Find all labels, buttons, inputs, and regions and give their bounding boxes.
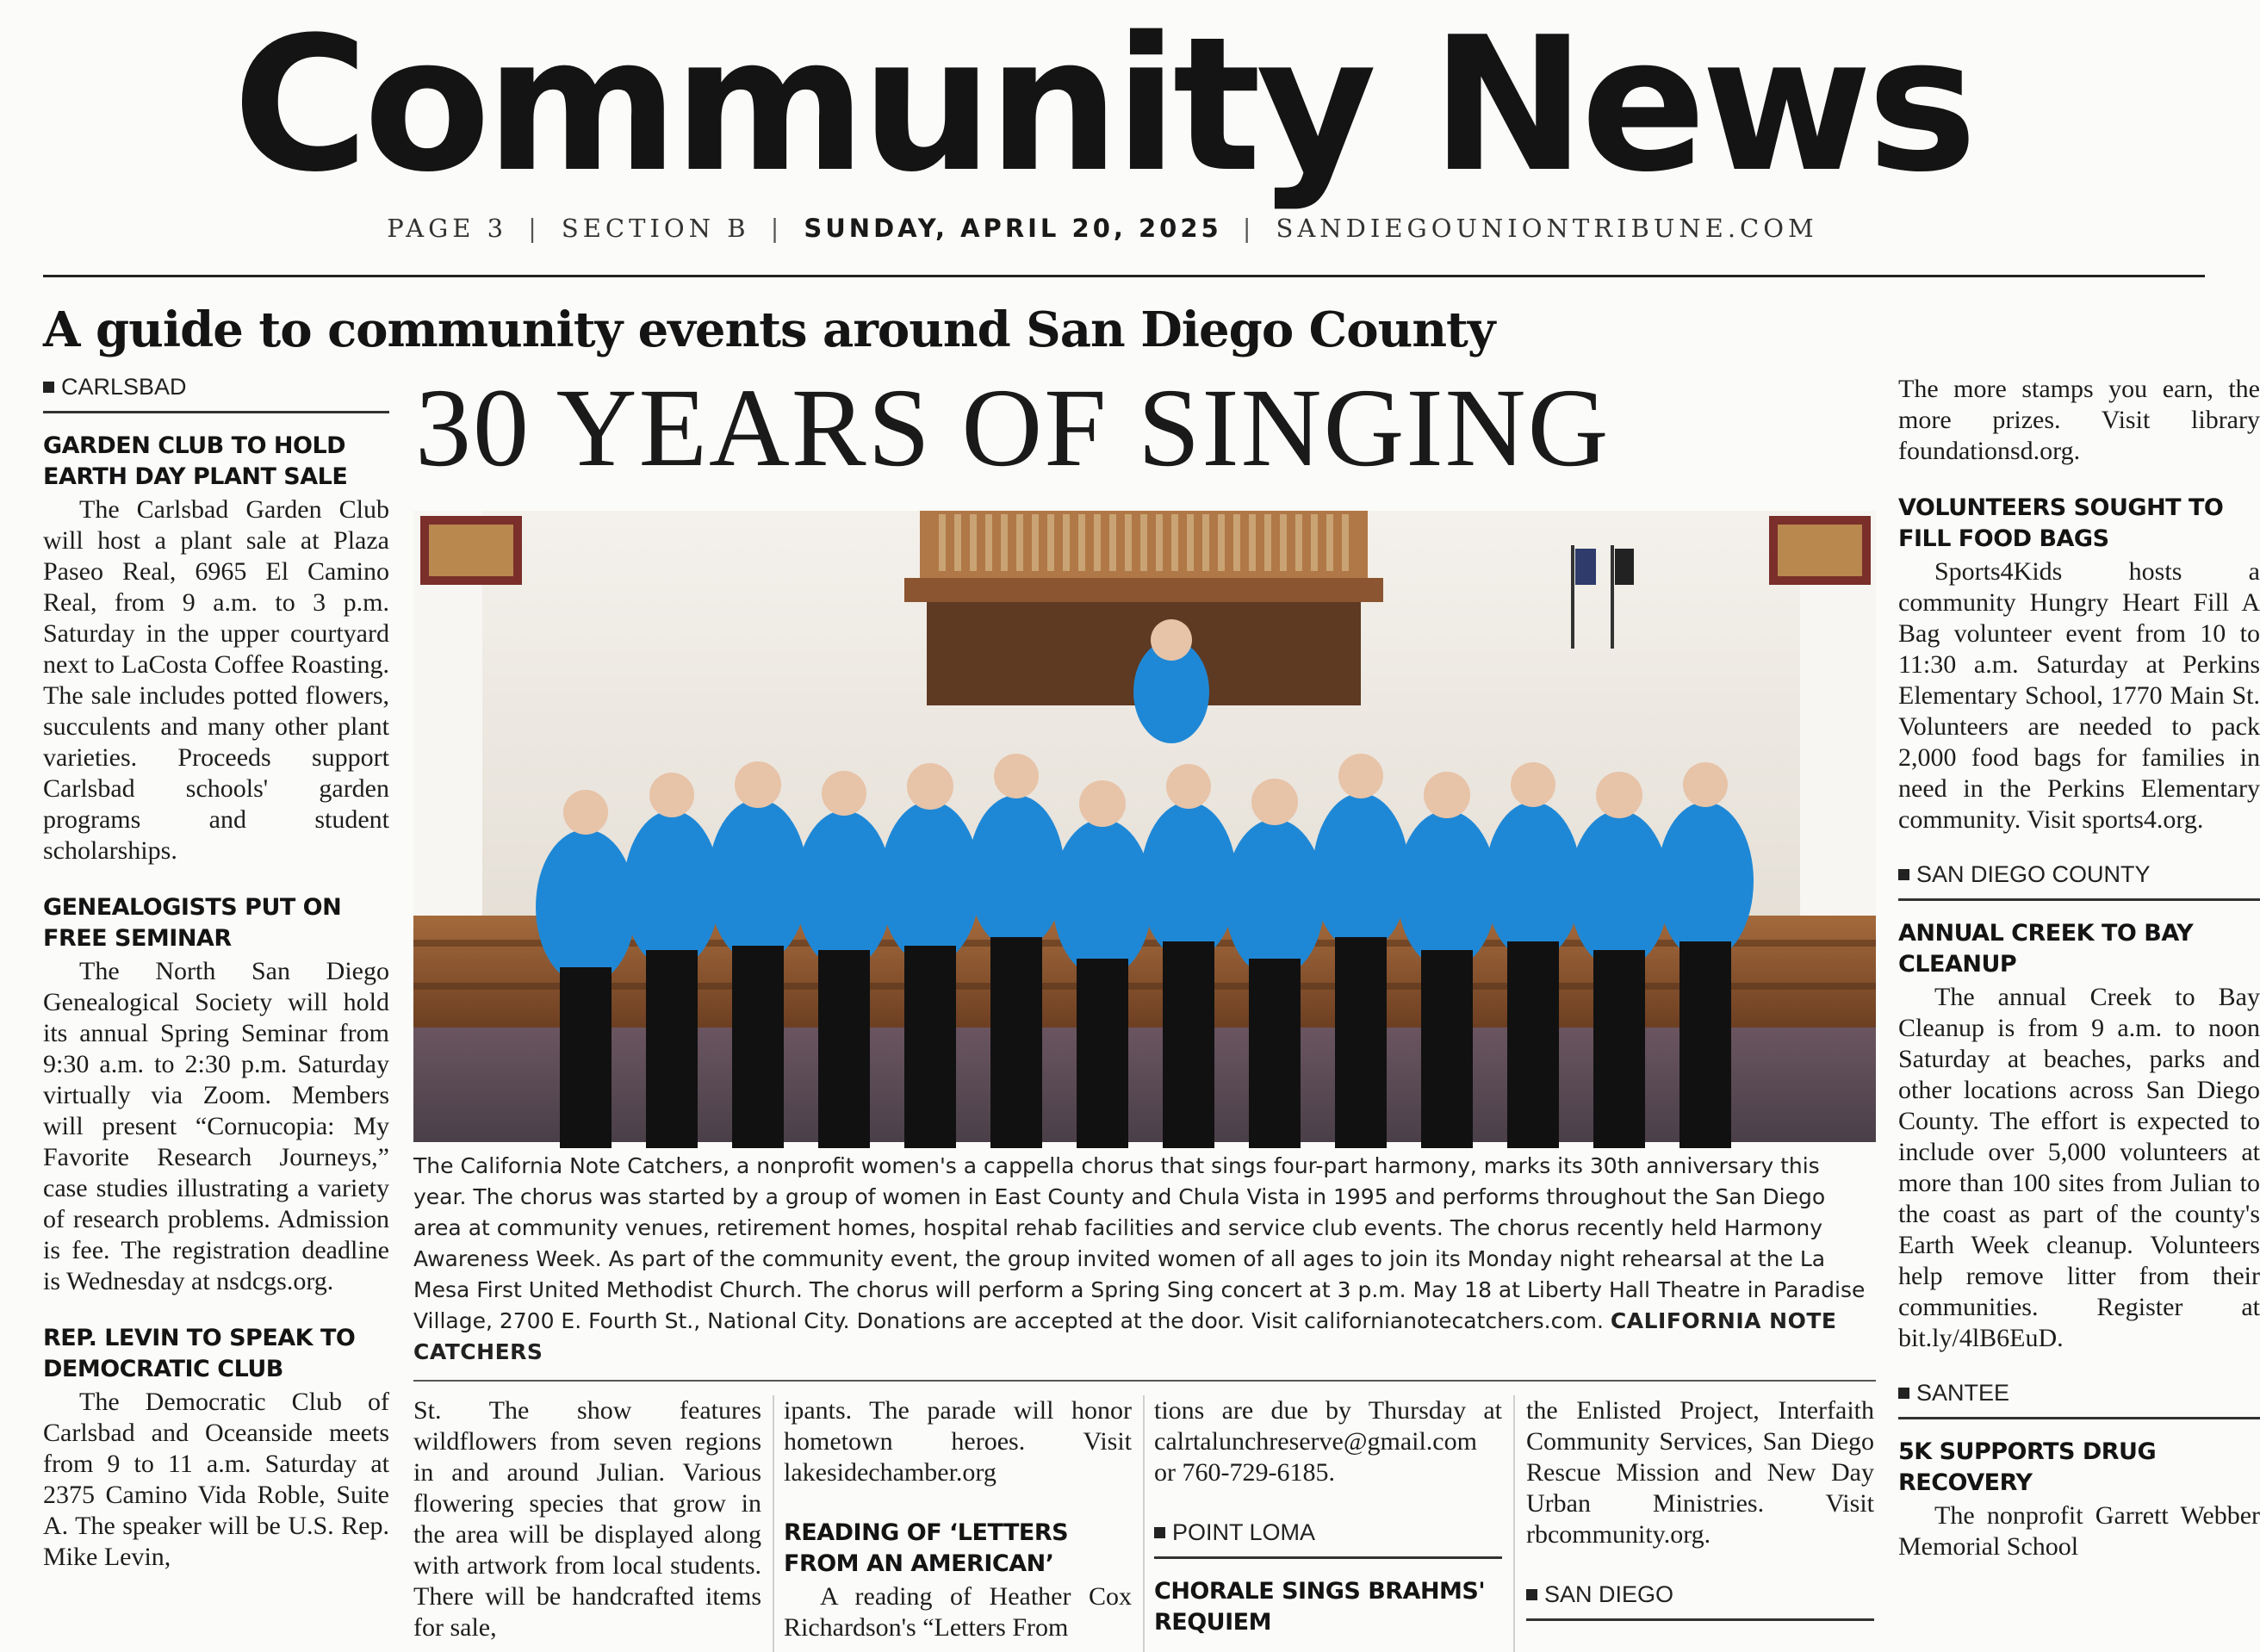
square-bullet-icon (1526, 1589, 1537, 1600)
story-body: The annual Creek to Bay Cleanup is from 9 a.m. to noon Saturday at beaches, parks and other locations across San Diego County. The effort is expected to include over 5,000 volunteers at more than 100 sites from Julian to the coast as part of the county's Earth Week cleanup. Volunteers help remove litter from their communities. Register at bit.ly/4lB6EuD. (1898, 983, 2260, 1352)
left-column (43, 374, 389, 1652)
story-body: The nonprofit Garrett Webber Memorial School (1898, 1501, 2260, 1561)
masthead-rule (43, 275, 2205, 277)
story-body: St. The show features wildflowers from seven regions in and around Julian. Various flowering species that grow in the area will be displayed along with artwork from local students. There will be handcrafted items for sale, (413, 1396, 761, 1642)
square-bullet-icon (43, 382, 54, 393)
story-body: the Enlisted Project, Interfaith Community Services, San Diego Rescue Mission and New Day Urban Ministries. Visit rbcommunity.org. (1526, 1396, 1874, 1549)
story-headline: CHORALE SINGS BRAHMS' REQUIEM (1154, 1578, 1486, 1636)
section-name: SECTION B (561, 214, 750, 243)
chorus-photo (413, 511, 1876, 1142)
story-body: ipants. The parade will honor hometown heroes. Visit lakesidechamber.org (784, 1396, 1132, 1487)
section-label: SANTEE (1898, 1380, 2260, 1419)
photo-caption (413, 1151, 1876, 1368)
story-body: Sports4Kids hosts a community Hungry Heart Fill A Bag volunteer event from 10 to 11:30 a.m. Saturday at Perkins Elementary School, 1770 Main St. Volunteers are needed to pack 2,000 food bags for families in need in the Perkins Elementary community. Visit sports4.org. (1898, 557, 2260, 834)
story-headline: REP. LEVIN TO SPEAK TO DEMOCRATIC CLUB (43, 1325, 356, 1382)
story-body: tions are due by Thursday at calrtalunchreserve@gmail.com or 760-729-6185. (1154, 1396, 1502, 1487)
photo-credit: CALIFORNIA NOTE CATCHERS (413, 1308, 1837, 1364)
feature-rule (413, 1380, 1876, 1382)
guide-title: A guide to community events around San Diego County (43, 301, 1495, 358)
chorus-photo-illustration (413, 511, 1876, 1142)
section-label: POINT LOMA (1154, 1519, 1502, 1559)
caption-text: The California Note Catchers, a nonprofit women's a cappella chorus that sings four-part harmony, marks its 30th anniversary this year. The chorus was started by a group of women in East County and Chula Vista in 1995 and performs throughout the San Diego area at community venues, retirement homes, hospital rehab facilities and service club events. The chorus recently held Harmony Awareness Week. As part of the community event, the group invited women of all ages to join its Monday night rehearsal at the La Mesa First United Methodist Church. The chorus will perform a Spring Sing concert at 3 p.m. May 18 at Liberty Hall Theatre in Paradise Village, 2700 E. Fourth St., National City. Donations are accepted at the door. Visit californianotecatchers.com. (413, 1153, 1866, 1333)
square-bullet-icon (1154, 1527, 1165, 1538)
masthead: Community News (233, 0, 1972, 213)
dateline: PAGE 3 | SECTION B | SUNDAY, APRIL 20, 2025 | SANDIEGOUNIONTRIBUNE.COM (387, 214, 1818, 243)
site-url[interactable]: SANDIEGOUNIONTRIBUNE.COM (1276, 214, 1818, 243)
bottom-column-3 (1154, 1395, 1502, 1652)
story-headline: GENEALOGISTS PUT ON FREE SEMINAR (43, 894, 342, 952)
story-headline: 5K SUPPORTS DRUG RECOVERY (1898, 1438, 2157, 1496)
column-divider (773, 1395, 774, 1652)
bottom-column-4 (1526, 1395, 1874, 1652)
story-headline: ANNUAL CREEK TO BAY CLEANUP (1898, 920, 2194, 978)
issue-date: SUNDAY, APRIL 20, 2025 (804, 214, 1222, 243)
story-body: The more stamps you earn, the more prizes. Visit library foundationsd.org. (1898, 375, 2260, 465)
story-headline: READING OF ‘LETTERS FROM AN AMERICAN’ (784, 1519, 1069, 1577)
story-headline: GARDEN CLUB TO HOLD EARTH DAY PLANT SALE (43, 432, 348, 490)
section-label: SAN DIEGO (1526, 1581, 1874, 1621)
story-body: The North San Diego Genealogical Society will hold its annual Spring Seminar from 9:30 a.m. to 2:30 p.m. Saturday virtually via Zoom. Members will present “Cornucopia: My Favorite Research Journeys,” case studies illustrating a variety of research problems. Admission is fee. The registration deadline is Wednesday at nsdcgs.org. (43, 957, 389, 1295)
section-label: CARLSBAD (43, 374, 389, 413)
story-body: The Democratic Club of Carlsbad and Oceanside meets from 9 to 11 a.m. Saturday at 2375 Camino Vida Roble, Suite A. The speaker will be U.S. Rep. Mike Levin, (43, 1388, 389, 1571)
right-column (1898, 374, 2260, 1652)
column-divider (1513, 1395, 1515, 1652)
feature-headline: 30 YEARS OF SINGING (415, 366, 1611, 490)
bottom-column-1 (413, 1395, 761, 1652)
section-label: SAN DIEGO COUNTY (1898, 861, 2260, 901)
story-body: The Carlsbad Garden Club will host a plant sale at Plaza Paseo Real, 6965 El Camino Real, from 9 a.m. to 3 p.m. Saturday in the upper courtyard next to LaCosta Coffee Roasting. The sale includes potted flowers, succulents and many other plant varieties. Proceeds support Carlsbad schools' garden programs and student scholarships. (43, 495, 389, 865)
column-divider (1143, 1395, 1145, 1652)
story-headline: VOLUNTEERS SOUGHT TO FILL FOOD BAGS (1898, 494, 2224, 552)
story-body: A reading of Heather Cox Richardson's “Letters From (784, 1582, 1132, 1642)
square-bullet-icon (1898, 1388, 1909, 1399)
square-bullet-icon (1898, 869, 1909, 880)
page-number: PAGE 3 (387, 214, 508, 243)
bottom-column-2 (784, 1395, 1132, 1652)
